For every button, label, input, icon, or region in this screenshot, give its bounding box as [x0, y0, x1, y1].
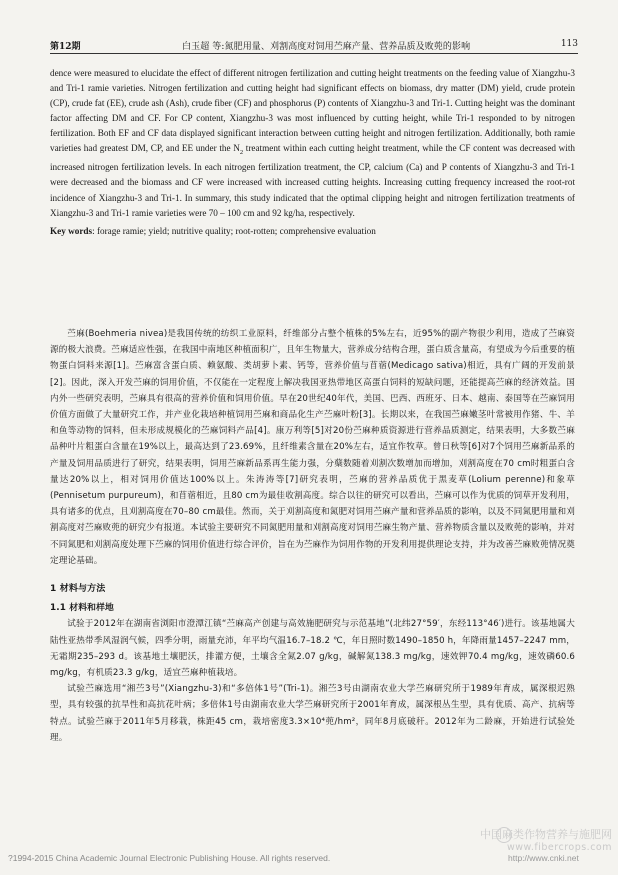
abstract-text-part2: treatment within each cutting height treatment, while the CF content was decreased with increased nitrogen fertilization levels. In each nitrogen fertilization treatment, the CP, calcium (Ca) and P contents of Xiangzhu-3 and Tri-1 were decreased and the biomass and CF were increased with increased cutting heights. Increasing cutting frequency increased the root-rot incidence of Xiangzhu-3 and Tri-1. In summary, this study indicated that the optimal clipping height and nitrogen fertilization treatments of Xiangzhu-3 and Tri-1 ramie varieties were 70 – 100 cm and 92 kg/ha, respectively.	[50, 143, 576, 218]
abstract-paragraph	[50, 66, 575, 221]
watermark-url: www.fibercrops.com	[506, 842, 612, 853]
english-abstract	[50, 66, 575, 239]
page-number: 113	[560, 39, 578, 49]
section-heading-1-1: 1.1 材料和样地	[50, 603, 114, 614]
abstract-text-part1: dence were measured to elucidate the effect of different nitrogen fertilization and cutting height treatments on the feeding value of Xiangzhu-3 and Tri-1 ramie varieties. Nitrogen fertilization and cutting height had significant effects on biomass, dry matter (DM) yield, crude protein (CP), crude fat (EE), crude ash (Ash), crude fiber (CF) and phosphorus (P) contents of Xiangzhu-3 and Tri-1. Cutting height was the dominant factor affecting DM and CF. For CP content, Xiangzhu-3 was most influenced by cutting height, while Tri-1 responded to by nitrogen fertilization. Both EF and CF data displayed significant interaction between cutting height and nitrogen fertilization. Additionally, both ramie varieties had greatest DM, CP, and EE under the N	[50, 68, 575, 154]
keywords-label: Key words	[50, 225, 93, 236]
page-header	[50, 37, 578, 54]
chinese-body	[50, 326, 575, 746]
keywords-text: : forage ramie; yield; nutritive quality; root-rotten; comprehensive evaluation	[92, 225, 376, 236]
watermark-title: 中国麻类作物营养与施肥网	[480, 828, 612, 841]
running-title: 白玉超 等:氮肥用量、刈割高度对饲用苎麻产量、营养品质及败蔸的影响	[182, 42, 471, 52]
keywords-line	[50, 224, 575, 239]
variety-paragraph: 试验苎麻选用“湘苎3号”(Xiangzhu-3)和“多倍体1号”(Tri-1)。湘苎3号由湖南农业大学苎麻研究所于1989年育成，属深根迟熟型，具有较强的抗旱性和高抗花叶病；多倍体1号由湖南农业大学苎麻研究所于2001年育成，属深根丛生型，具有优质、高产、抗病等特点。试验苎麻于2011年5月移栽，株距45 cm，栽培密度3.3×10⁴蔸/hm²，同年8月底破秆。2012年为二龄麻，开始进行试验处理。	[50, 684, 576, 743]
issue-number: 第12期	[50, 42, 81, 52]
copyright-notice: ?1994-2015 China Academic Journal Electronic Publishing House. All rights reserved.	[8, 853, 331, 863]
cnki-link[interactable]: http://www.cnki.net	[508, 853, 579, 863]
abstract-subscript: 2	[239, 149, 244, 157]
page-footer	[8, 853, 610, 867]
section-heading-1: 1 材料与方法	[50, 584, 106, 595]
intro-paragraph: 苎麻(Boehmeria nivea)是我国传统的纺织工业原料，纤维部分占整个植株的5%左右，近95%的副产物很少利用，造成了苎麻资源的极大浪费。苎麻适应性强，在我国中南地区种植面积广，且年生物量大，营养成分结构合理，蛋白质含量高，有望成为今后重要的植物蛋白饲料来源[1]。苎麻富含蛋白质、赖氨酸、类胡萝卜素、钙等，营养价值与苜蓿(Medicago sativa)相近，具有广阔的开发前景[2]。因此，深入开发苎麻的饲用价值，不仅能在一定程度上解决我国亚热带地区高蛋白饲料的短缺问题，还能提高苎麻的经济效益。国内外一些研究表明，苎麻具有很高的营养价值和饲用价值。早在20世纪40年代，美国、巴西、西班牙、日本、越南、泰国等在苎麻饲用价值方面做了大量研究工作，并产业化栽培种植饲用苎麻和商品化生产苎麻叶粉[3]。长期以来，在我国苎麻嫩茎叶常被用作猪、牛、羊和鱼等动物的饲料，但未形成规模化的苎麻饲料产品[4]。康万利等[5]对20份苎麻种质资源进行营养品质测定，结果表明，大多数苎麻品种叶片粗蛋白含量在19%以上，最高达到了23.69%，且纤维素含量在20%左右，适宜作牧草。曾日秋等[6]对7个饲用苎麻新品系的产量及饲用品质进行了研究，结果表明，饲用苎麻新品系再生能力强，分蘖数随着刈割次数增加而增加，刈割高度在70 cm时粗蛋白含量达20%以上，相对饲用价值达100%以上。朱涛涛等[7]研究表明，苎麻的营养品质优于黑麦草(Lolium perenne)和象草(Pennisetum purpureum)，和苜蓿相近，且80 cm为最佳收割高度。综合以往的研究可以看出，苎麻可以作为优质的饲草开发利用，具有诸多的优点，且刈割高度在70–80 cm最佳。然而，关于刈割高度和氮肥对饲用苎麻产量和营养品质的影响，以及不同氮肥用量和刈割高度对苎麻败蔸的研究少有报道。本试验主要研究不同氮肥用量和刈割高度对饲用苎麻生物产量、营养物质含量以及败蔸的影响，并对不同氮肥和刈割高度处理下苎麻的饲用价值进行综合评价，旨在为苎麻作为饲用作物的开发利用提供理论支持，并为改善苎麻败蔸情况奠定理论基础。	[50, 329, 575, 566]
site-paragraph: 试验于2012年在湖南省浏阳市澄潭江镇“苎麻高产创建与高效施肥研究与示范基地”(北纬27°59′，东经113°46′)进行。该基地属大陆性亚热带季风湿润气候，四季分明，雨量充沛，年平均气温16.7–18.2 ℃，年日照时数1490–1850 h，年降雨量1457–2247 mm，无霜期235–293 d。该基地土壤肥沃，排灌方便，土壤含全氮2.07 g/kg，碱解氮138.3 mg/kg，速效钾70.4 mg/kg，速效磷60.6 mg/kg，有机质23.3 g/kg，适宜苎麻种植栽培。	[50, 619, 575, 679]
watermark-logo-icon	[496, 827, 512, 843]
